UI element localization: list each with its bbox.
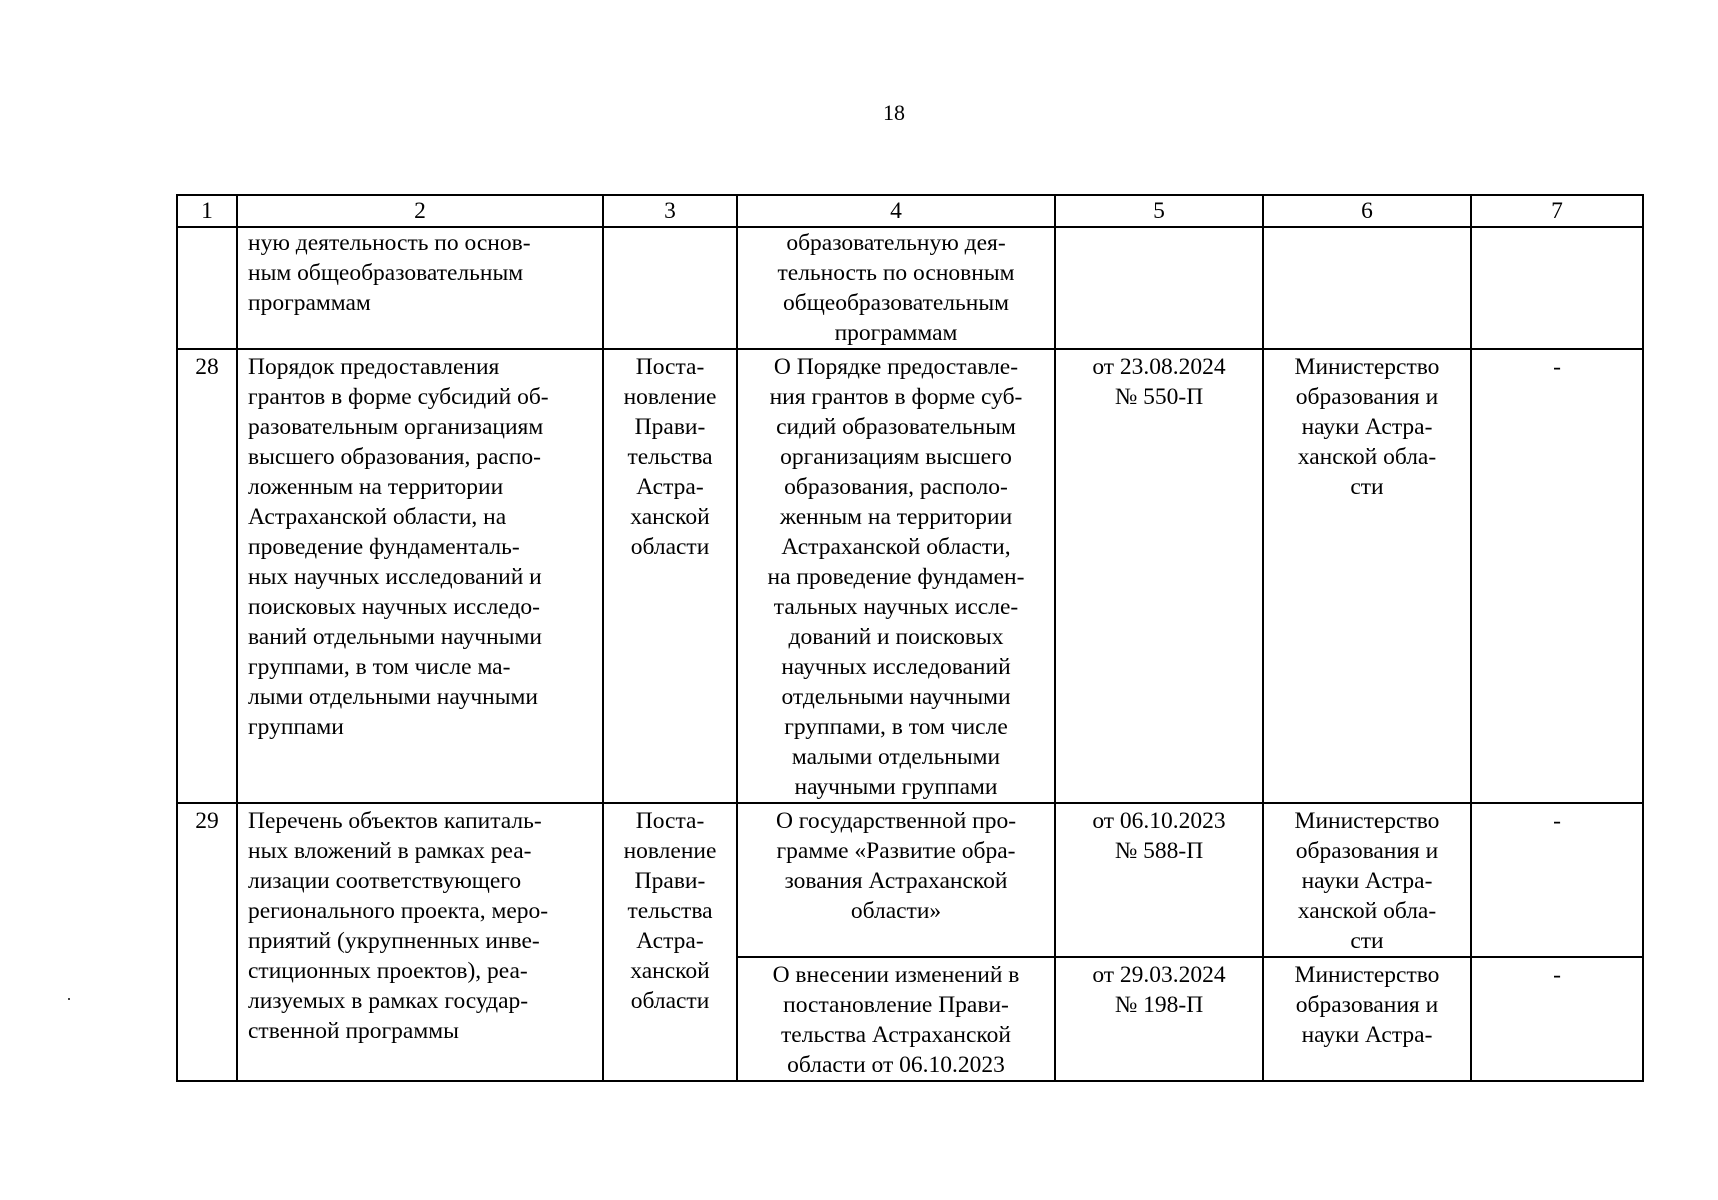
num-cell: 29	[177, 803, 237, 1081]
act-type-cell	[603, 349, 737, 803]
text-line: ханской обла-	[1297, 444, 1437, 470]
text-line: лыми отдельными научными	[248, 684, 538, 710]
act-title-cell	[737, 803, 1055, 957]
authority-cell	[1263, 349, 1471, 803]
num-cell	[177, 227, 237, 349]
name-cell	[237, 803, 603, 1081]
note-cell: -	[1471, 957, 1643, 1081]
header-cell: 3	[603, 195, 737, 227]
text-line: ную деятельность по основ-	[248, 230, 531, 256]
text-line: образовательную дея-	[786, 230, 1006, 256]
table-row-continuation	[177, 227, 1643, 349]
text-line: группами, в том числе ма-	[248, 654, 511, 680]
text-line: ханской	[630, 504, 710, 530]
text-line: общеобразовательным	[782, 290, 1009, 316]
note-cell	[1471, 227, 1643, 349]
text-line: О государственной про-	[775, 808, 1017, 834]
header-cell: 4	[737, 195, 1055, 227]
text-line: высшего образования, распо-	[248, 444, 541, 470]
act-title-cell	[737, 349, 1055, 803]
text-line: Перечень объектов капиталь-	[248, 808, 542, 834]
text-line: сти	[1350, 474, 1384, 500]
text-line: группами	[248, 714, 344, 740]
scan-speck	[68, 998, 70, 1000]
text-line: ным общеобразовательным	[248, 260, 524, 286]
text-line: новление	[623, 384, 717, 410]
text-line: от 29.03.2024	[1092, 962, 1226, 988]
header-cell: 2	[237, 195, 603, 227]
text-line: постановление Прави-	[783, 992, 1009, 1018]
text-line: регионального проекта, меро-	[248, 898, 549, 924]
act-title-cell	[737, 957, 1055, 1081]
text-line: Астраханской области, на	[248, 504, 507, 530]
text-line: поисковых научных исследо-	[248, 594, 541, 620]
text-line: Министерство	[1294, 808, 1440, 834]
text-line: области от 06.10.2023	[787, 1052, 1005, 1078]
text-line: приятий (укрупненных инве-	[248, 928, 540, 954]
authority-cell	[1263, 227, 1471, 349]
note-cell: -	[1471, 803, 1643, 957]
text-line: Поста-	[635, 808, 705, 834]
text-line: ных вложений в рамках реа-	[248, 838, 532, 864]
text-line: О внесении изменений в	[772, 962, 1020, 988]
text-line: тельства	[627, 898, 713, 924]
text-line: на проведение фундамен-	[767, 564, 1025, 590]
text-line: тальных научных иссле-	[773, 594, 1019, 620]
text-line: грамме «Развитие обра-	[776, 838, 1016, 864]
text-line: ложенным на территории	[248, 474, 504, 500]
text-line: стиционных проектов), реа-	[248, 958, 528, 984]
text-line: научных исследований	[781, 654, 1011, 680]
text-line: грантов в форме субсидий об-	[248, 384, 549, 410]
text-line: тельства Астраханской	[781, 1022, 1011, 1048]
header-cell: 7	[1471, 195, 1643, 227]
text-line: О Порядке предоставле-	[773, 354, 1019, 380]
note-cell: -	[1471, 349, 1643, 803]
act-type-cell	[603, 227, 737, 349]
text-line: области	[630, 534, 710, 560]
act-title-cell	[737, 227, 1055, 349]
text-line: Астраханской области,	[781, 534, 1011, 560]
text-line: образования и	[1295, 838, 1439, 864]
name-cell	[237, 349, 603, 803]
text-line: образования, располо-	[784, 474, 1008, 500]
text-line: программам	[834, 320, 958, 346]
authority-cell	[1263, 803, 1471, 957]
text-line: образования и	[1295, 992, 1439, 1018]
text-line: новление	[623, 838, 717, 864]
text-line: женным на территории	[779, 504, 1013, 530]
act-date-cell	[1055, 957, 1263, 1081]
text-line: тельства	[627, 444, 713, 470]
text-line: Астра-	[636, 474, 704, 500]
text-line: ния грантов в форме суб-	[769, 384, 1023, 410]
text-line: области»	[850, 898, 942, 924]
text-line: Поста-	[635, 354, 705, 380]
text-line: сти	[1350, 928, 1384, 954]
text-line: области	[630, 988, 710, 1014]
page-number: 18	[883, 100, 905, 125]
text-line: Прави-	[634, 868, 706, 894]
table-row-29	[177, 803, 1643, 957]
text-line: от 23.08.2024	[1092, 354, 1226, 380]
text-line: лизуемых в рамках государ-	[248, 988, 529, 1014]
text-line: ханской обла-	[1297, 898, 1437, 924]
text-line: Министерство	[1294, 354, 1440, 380]
header-cell: 1	[177, 195, 237, 227]
text-line: группами, в том числе	[784, 714, 1008, 740]
act-type-cell	[603, 803, 737, 1081]
text-line: ных научных исследований и	[248, 564, 542, 590]
text-line: сидий образовательным	[776, 414, 1016, 440]
text-line: ственной программы	[248, 1018, 459, 1044]
authority-cell	[1263, 957, 1471, 1081]
text-line: образования и	[1295, 384, 1439, 410]
act-date-cell	[1055, 227, 1263, 349]
text-line: Порядок предоставления	[248, 354, 500, 380]
text-line: науки Астра-	[1301, 414, 1433, 440]
table-row-28	[177, 349, 1643, 803]
text-line: № 198-П	[1114, 992, 1204, 1018]
text-line: ханской	[630, 958, 710, 984]
act-date-cell	[1055, 349, 1263, 803]
text-line: Прави-	[634, 414, 706, 440]
text-line: тельность по основным	[777, 260, 1015, 286]
header-cell: 5	[1055, 195, 1263, 227]
text-line: дований и поисковых	[788, 624, 1004, 650]
text-line: научными группами	[794, 774, 998, 800]
text-line: малыми отдельными	[791, 744, 1001, 770]
header-row	[177, 195, 1643, 227]
text-line: ваний отдельными научными	[248, 624, 542, 650]
text-line: лизации соответствующего	[248, 868, 522, 894]
text-line: организациям высшего	[780, 444, 1012, 470]
legal-acts-table	[176, 194, 1644, 1082]
text-line: науки Астра-	[1301, 1022, 1433, 1048]
text-line: № 588-П	[1114, 838, 1204, 864]
text-line: программам	[248, 290, 371, 316]
text-line: разовательным организациям	[248, 414, 544, 440]
text-line: науки Астра-	[1301, 868, 1433, 894]
text-line: Астра-	[636, 928, 704, 954]
text-line: проведение фундаменталь-	[248, 534, 520, 560]
text-line: от 06.10.2023	[1092, 808, 1226, 834]
num-cell: 28	[177, 349, 237, 803]
act-date-cell	[1055, 803, 1263, 957]
header-cell: 6	[1263, 195, 1471, 227]
name-cell	[237, 227, 603, 349]
text-line: Министерство	[1294, 962, 1440, 988]
text-line: отдельными научными	[781, 684, 1011, 710]
text-line: № 550-П	[1114, 384, 1204, 410]
text-line: зования Астраханской	[784, 868, 1008, 894]
